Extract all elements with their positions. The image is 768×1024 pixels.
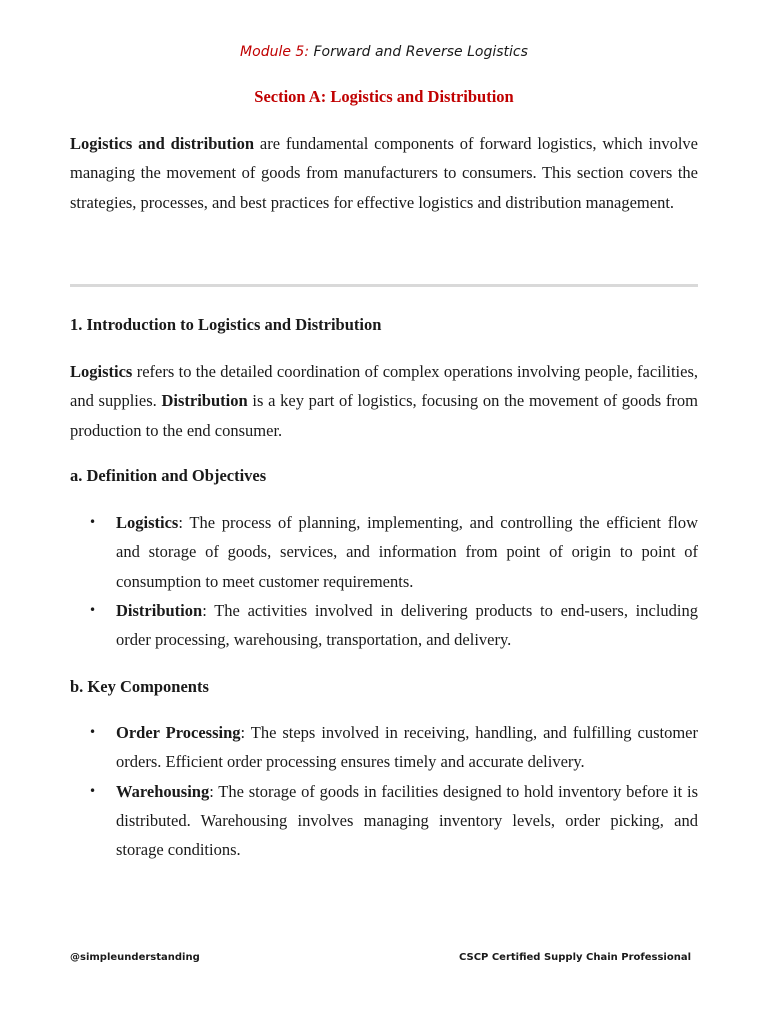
logistics-text: refers to the detailed coordination of complex operations involving people, facilities, and supplies.: [70, 362, 698, 411]
bullet-icon: •: [89, 725, 97, 739]
list-item-text: : The activities involved in delivering products to end-users, including order processing, warehousing, transportation, and delivery.: [116, 600, 698, 650]
list-item-term: Logistics: [116, 513, 179, 532]
list-item-text: : The process of planning, implementing, and controlling the efficient flow and storage of goods, services, and information from point of origin to point of consumption to meet customer requirements.: [116, 513, 698, 591]
bullet-icon: •: [89, 602, 97, 617]
module-header: [70, 44, 698, 60]
subsection-b-heading: b. Key Components: [70, 677, 209, 696]
logistics-paragraph: [70, 357, 698, 445]
footer-handle: @simpleunderstanding: [70, 952, 200, 963]
components-list: [70, 718, 698, 864]
document-page: [70, 0, 698, 1024]
logistics-term: Logistics: [70, 362, 133, 381]
list-item-text: : The storage of goods in facilities designed to hold inventory before it is distributed. Warehousing involves managing inventory levels, order picking, and storage conditions.: [116, 781, 698, 860]
list-item: [70, 596, 698, 655]
module-separator: :: [304, 44, 310, 60]
list-item-text: : The steps involved in receiving, handling, and fulfilling customer orders. Efficient order processing ensures timely and accurate delivery.: [116, 723, 698, 772]
list-item-term: Order Processing: [116, 723, 241, 742]
section-title: Section A: Logistics and Distribution: [254, 87, 514, 106]
bullet-icon: •: [89, 783, 97, 798]
list-item-term: Warehousing: [116, 781, 210, 801]
intro-bold-term: Logistics and distribution: [70, 134, 255, 153]
horizontal-divider: [70, 284, 698, 287]
subsection-a-heading: a. Definition and Objectives: [70, 466, 267, 485]
list-item: [70, 718, 698, 777]
module-title: Forward and Reverse Logistics: [309, 44, 528, 60]
intro-text: are fundamental components of forward logistics, which involve managing the movement of goods from manufacturers to consumers. This section covers the strategies, processes, and best practices for effective logistics and distribution management.: [70, 134, 698, 212]
list-item: [70, 508, 698, 596]
distribution-term: Distribution: [161, 391, 248, 411]
module-label: Module 5: [240, 44, 305, 60]
bullet-icon: •: [89, 515, 97, 529]
list-item: [70, 777, 698, 865]
definition-list: [70, 508, 698, 654]
section-1-heading: 1. Introduction to Logistics and Distribution: [70, 315, 382, 334]
distribution-text: is a key part of logistics, focusing on the movement of goods from production to the end consumer.: [70, 391, 698, 440]
intro-paragraph: [70, 129, 698, 217]
list-item-term: Distribution: [116, 600, 203, 620]
footer-course-title: CSCP Certified Supply Chain Professional: [458, 952, 691, 963]
